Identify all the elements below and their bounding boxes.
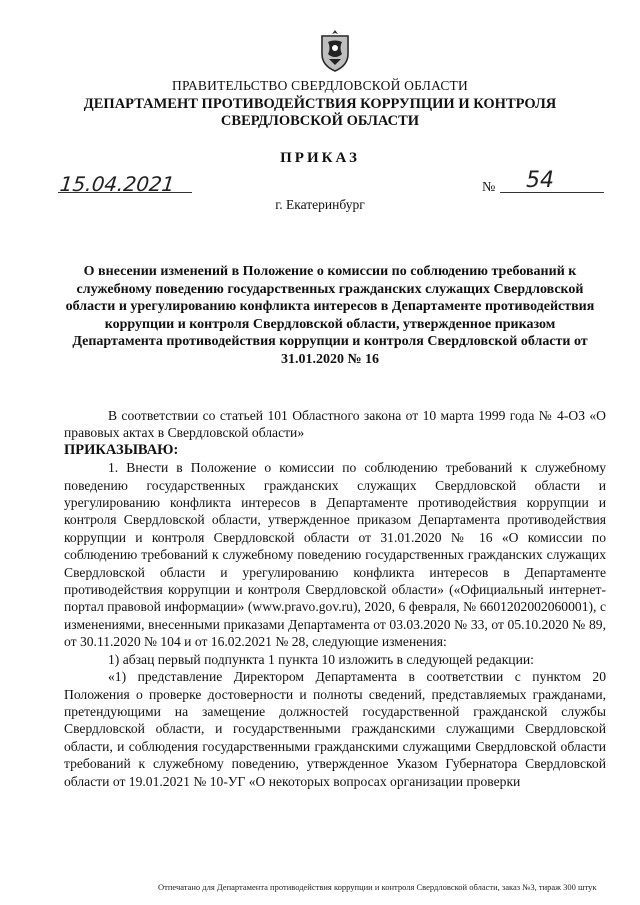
number-underline xyxy=(500,192,604,193)
document-title: О внесении изменений в Положение о комиссии по соблюдению требований к служебному поведению государственных гражданских служащих Свердловской области и урегулированию конфликта интересов в Департаменте противодействия коррупции и контроля Свердловской области, утвержденное приказом Департамента противодействия коррупции и контроля Свердловской области от 31.01.2020 № 16 xyxy=(65,264,595,367)
preamble: В соответствии со статьей 101 Областного закона от 10 марта 1999 года № 4-ОЗ «О правовых актах в Свердловской области» xyxy=(64,408,606,441)
document-body xyxy=(64,407,606,790)
print-footer: Отпечатано для Департамента противодействия коррупции и контроля Свердловской области, заказ №3, тираж 300 штук xyxy=(158,882,597,892)
document-type: ПРИКАЗ xyxy=(280,150,360,166)
department-name: ДЕПАРТАМЕНТ ПРОТИВОДЕЙСТВИЯ КОРРУПЦИИ И КОНТРОЛЯ СВЕРДЛОВСКОЙ ОБЛАСТИ xyxy=(83,96,557,129)
number-label: № xyxy=(482,180,496,195)
document-date: 15.04.2021 xyxy=(58,172,176,196)
date-underline xyxy=(58,192,192,193)
coat-of-arms-icon xyxy=(318,28,352,72)
document-number: 54 xyxy=(526,168,554,193)
item-1: 1. Внести в Положение о комиссии по соблюдению требований к служебному поведению государственных гражданских служащих Свердловской области и урегулированию конфликта интересов в Департаменте противодействия коррупции и контроля Свердловской области, утвержденное приказом Департамента противодействия коррупции и контроля Свердловской области от 31.01.2020 № 16 «О комиссии по соблюдению требований к служебному поведению государственных гражданских служащих Свердловской области и урегулированию конфликта интересов в Департаменте противодействия коррупции и контроля Свердловской области» («Официальный интернет-портал правовой информации» (www.pravo.gov.ru), 2020, 6 февраля, № 6601202002060001), с изменениями, внесенными приказами Департамента от 03.03.2020 № 33, от 05.10.2020 № 89, от 30.11.2020 № 104 и от 16.02.2021 № 28, следующие изменения: xyxy=(64,460,606,650)
city: г. Екатеринбург xyxy=(275,197,365,212)
government-name: ПРАВИТЕЛЬСТВО СВЕРДЛОВСКОЙ ОБЛАСТИ xyxy=(172,78,468,93)
orders-heading: ПРИКАЗЫВАЮ: xyxy=(64,441,179,458)
sub-item-1: 1) абзац первый подпункта 1 пункта 10 изложить в следующей редакции: xyxy=(108,651,534,667)
quoted-text: «1) представление Директором Департамента в соответствии с пунктом 20 Положения о проверке достоверности и полноты сведений, представляемых гражданами, претендующими на замещение должностей государственной гражданской службы Свердловской области, и государственными гражданскими служащими Свердловской области, и соблюдения государственными гражданскими служащими Свердловской области требований к служебному поведению, утвержденное Указом Губернатора Свердловской области от 19.01.2021 № 10-УГ «О некоторых вопросах организации проверки xyxy=(64,669,606,789)
